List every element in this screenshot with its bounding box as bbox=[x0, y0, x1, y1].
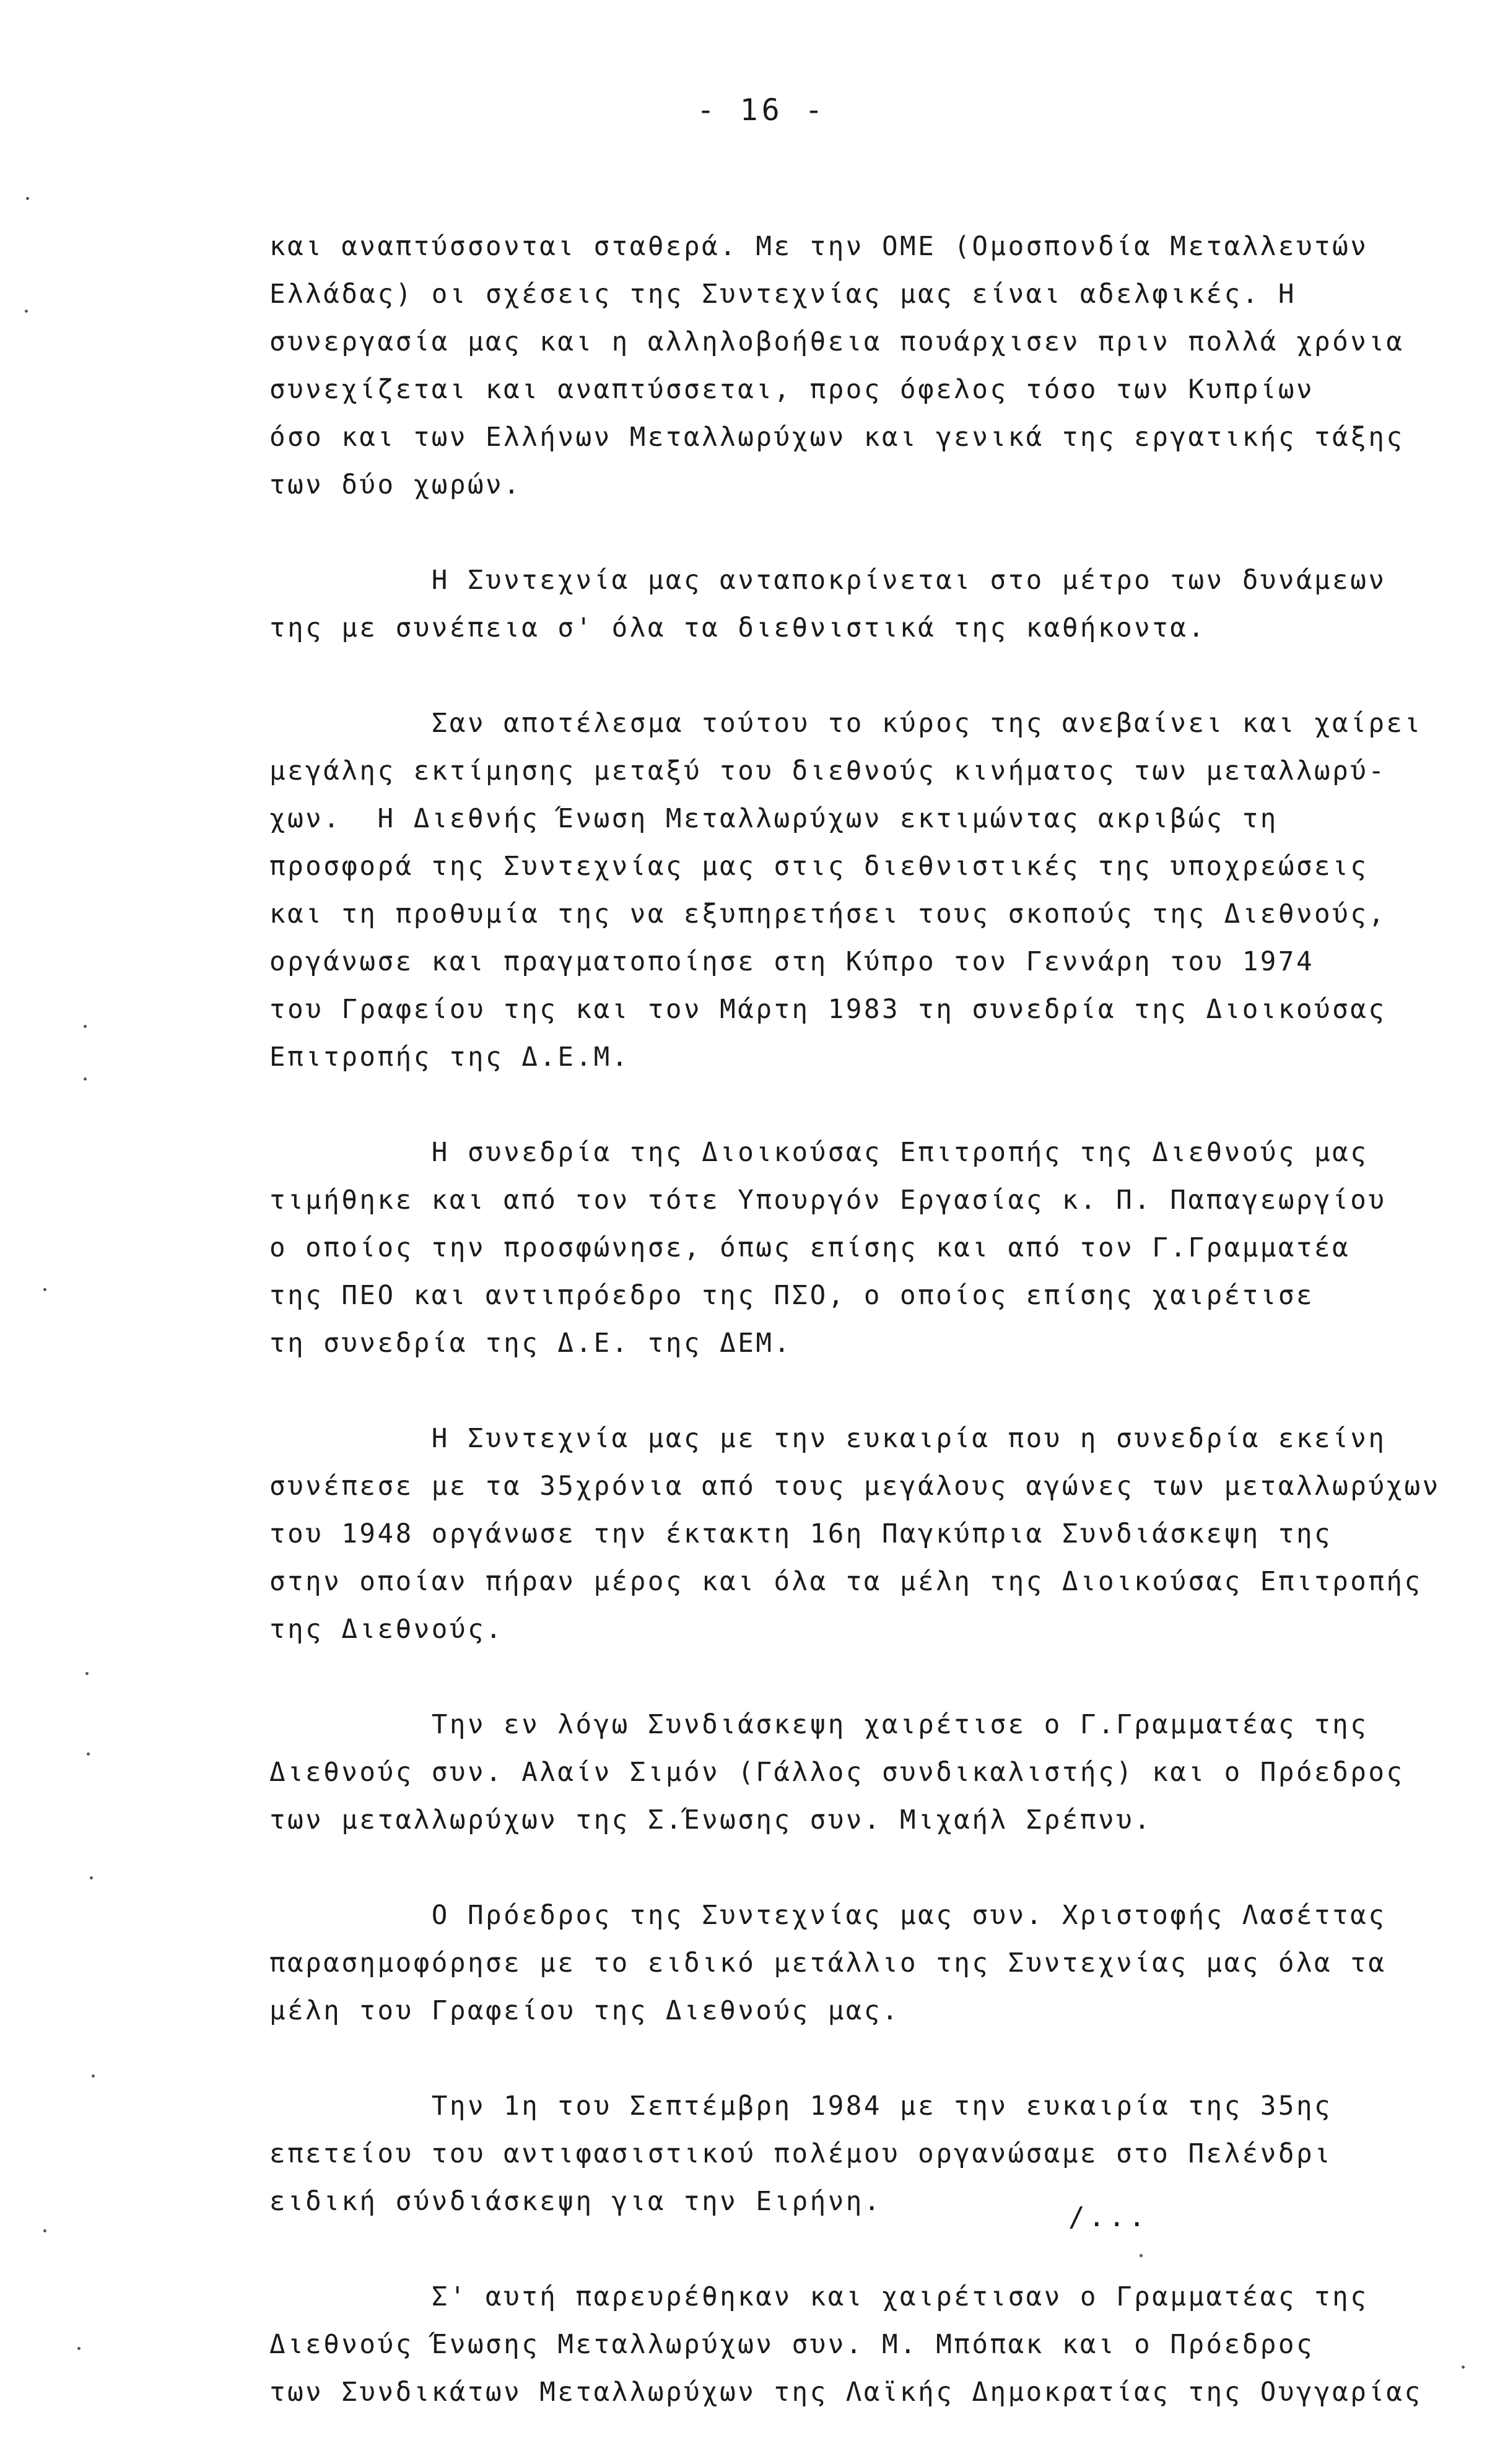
text-line: οργάνωσε και πραγματοποίησε στη Κύπρο τον Γεννάρη του 1974 bbox=[269, 947, 1315, 977]
text-line: μεγάλης εκτίμησης μεταξύ του διεθνούς κινήματος των μεταλλωρύ- bbox=[269, 756, 1387, 786]
text-line: των δύο χωρών. bbox=[269, 470, 522, 500]
scan-speck bbox=[77, 2347, 81, 2350]
text-line: συνεχίζεται και αναπτύσσεται, προς όφελος τόσο των Κυπρίων bbox=[269, 375, 1315, 405]
text-line: Την 1η του Σεπτέμβρη 1984 με την ευκαιρία της 35ης bbox=[269, 2091, 1333, 2122]
paragraph bbox=[269, 1415, 1477, 1653]
scan-speck bbox=[25, 310, 28, 313]
text-line: Επιτροπής της Δ.Ε.Μ. bbox=[269, 1042, 630, 1073]
text-line: Διεθνούς Ένωσης Μεταλλωρύχων συν. Μ. Μπόπακ και ο Πρόεδρος bbox=[269, 2330, 1315, 2360]
scan-speck bbox=[1140, 2254, 1143, 2257]
scan-speck bbox=[84, 1077, 87, 1081]
text-line: του 1948 οργάνωσε την έκτακτη 16η Παγκύπρια Συνδιάσκεψη της bbox=[269, 1519, 1333, 1549]
text-line: Διεθνούς συν. Αλαίν Σιμόν (Γάλλος συνδικαλιστής) και ο Πρόεδρος bbox=[269, 1757, 1405, 1788]
text-line: επετείου του αντιφασιστικού πολέμου οργανώσαμε στο Πελένδρι bbox=[269, 2139, 1333, 2169]
paragraph bbox=[269, 700, 1477, 1081]
text-line: της Διεθνούς. bbox=[269, 1614, 504, 1645]
scan-speck bbox=[84, 1025, 87, 1028]
scan-speck bbox=[92, 2074, 95, 2078]
paragraph bbox=[269, 2273, 1477, 2416]
text-line: και τη προθυμία της να εξυπηρετήσει τους σκοπούς της Διεθνούς, bbox=[269, 899, 1387, 929]
text-line: χων. Η Διεθνής Ένωση Μεταλλωρύχων εκτιμώντας ακριβώς τη bbox=[269, 804, 1278, 834]
text-line: προσφορά της Συντεχνίας μας στις διεθνιστικές της υποχρεώσεις bbox=[269, 851, 1369, 882]
text-line: Ελλάδας) οι σχέσεις της Συντεχνίας μας είναι αδελφικές. Η bbox=[269, 279, 1296, 310]
continuation-mark: /... bbox=[1068, 2201, 1149, 2233]
paragraph bbox=[269, 1129, 1477, 1367]
text-line: στην οποίαν πήραν μέρος και όλα τα μέλη της Διοικούσας Επιτροπής bbox=[269, 1567, 1423, 1597]
text-line: της με συνέπεια σ' όλα τα διεθνιστικά της καθήκοντα. bbox=[269, 613, 1206, 643]
scan-speck bbox=[87, 1752, 90, 1756]
page-number: - 16 - bbox=[697, 93, 827, 128]
text-line: των μεταλλωρύχων της Σ.Ένωσης συν. Μιχαήλ Σρέπνυ. bbox=[269, 1805, 1153, 1835]
text-line: Σαν αποτέλεσμα τούτου το κύρος της ανεβαίνει και χαίρει bbox=[269, 708, 1423, 739]
scan-speck bbox=[90, 1876, 93, 1879]
scan-speck bbox=[1462, 2366, 1465, 2369]
paragraph bbox=[269, 223, 1477, 509]
scan-speck bbox=[85, 1672, 89, 1675]
scan-speck bbox=[43, 1288, 46, 1291]
text-line: όσο και των Ελλήνων Μεταλλωρύχων και γενικά της εργατικής τάξης bbox=[269, 422, 1405, 453]
text-line: τιμήθηκε και από τον τότε Υπουργόν Εργασίας κ. Π. Παπαγεωργίου bbox=[269, 1185, 1387, 1216]
paragraph bbox=[269, 2083, 1477, 2226]
text-line: ειδική σύνδιάσκεψη για την Ειρήνη. bbox=[269, 2187, 882, 2217]
text-line: της ΠΕΟ και αντιπρόεδρο της ΠΣΟ, ο οποίος επίσης χαιρέτισε bbox=[269, 1281, 1315, 1311]
text-line: ο οποίος την προσφώνησε, όπως επίσης και από τον Γ.Γραμματέα bbox=[269, 1233, 1351, 1263]
text-line: συνέπεσε με τα 35χρόνια από τους μεγάλους αγώνες των μεταλλωρύχων bbox=[269, 1471, 1441, 1502]
text-line: Την εν λόγω Συνδιάσκεψη χαιρέτισε ο Γ.Γραμματέας της bbox=[269, 1710, 1369, 1740]
text-line: Η συνεδρία της Διοικούσας Επιτροπής της Διεθνούς μας bbox=[269, 1138, 1369, 1168]
text-line: των Συνδικάτων Μεταλλωρύχων της Λαϊκής Δημοκρατίας της Ουγγαρίας bbox=[269, 2377, 1423, 2408]
body-text bbox=[269, 223, 1477, 2464]
paragraph bbox=[269, 1701, 1477, 1844]
text-line: Σ' αυτή παρευρέθηκαν και χαιρέτισαν ο Γραμματέας της bbox=[269, 2282, 1369, 2312]
text-line: Η Συντεχνία μας με την ευκαιρία που η συνεδρία εκείνη bbox=[269, 1424, 1387, 1454]
text-line: Ο Πρόεδρος της Συντεχνίας μας συν. Χριστοφής Λασέττας bbox=[269, 1900, 1387, 1931]
text-line: συνεργασία μας και η αλληλοβοήθεια πουάρχισεν πριν πολλά χρόνια bbox=[269, 327, 1405, 357]
scan-speck bbox=[26, 197, 29, 200]
paragraph bbox=[269, 1892, 1477, 2035]
text-line: του Γραφείου της και τον Μάρτη 1983 τη συνεδρία της Διοικούσας bbox=[269, 995, 1387, 1025]
text-line: μέλη του Γραφείου της Διεθνούς μας. bbox=[269, 1996, 900, 2026]
paragraph bbox=[269, 557, 1477, 652]
text-line: παρασημοφόρησε με το ειδικό μετάλλιο της Συντεχνίας μας όλα τα bbox=[269, 1948, 1387, 1979]
text-line: Η Συντεχνία μας ανταποκρίνεται στο μέτρο των δυνάμεων bbox=[269, 565, 1387, 596]
text-line: τη συνεδρία της Δ.Ε. της ΔΕΜ. bbox=[269, 1328, 792, 1359]
text-line: και αναπτύσσονται σταθερά. Με την ΟΜΕ (Ομοσπονδία Μεταλλευτών bbox=[269, 232, 1369, 262]
scan-speck bbox=[43, 2229, 46, 2232]
